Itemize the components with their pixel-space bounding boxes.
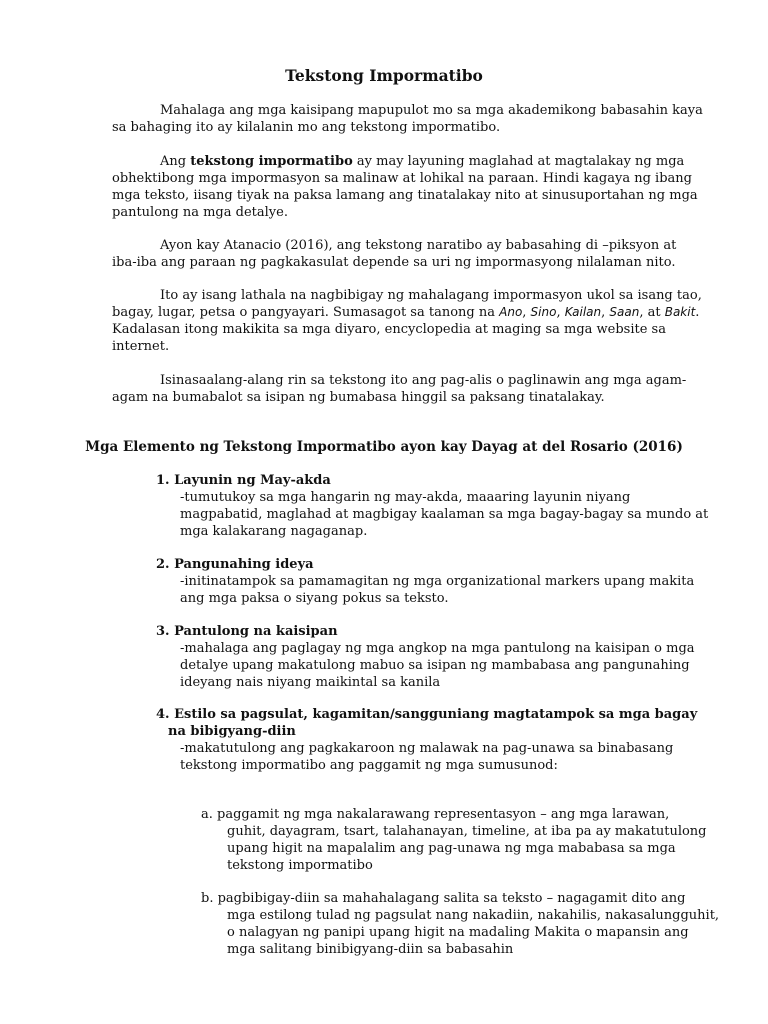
element-body-2: -initinatampok sa pamamagitan ng mga organizational markers upang makita ang mga paksa o siyang pokus sa teksto. (180, 574, 695, 606)
question-word-kailan: Kailan (564, 305, 602, 319)
subitem-a-first-line: a. paggamit ng mga nakalarawang representasyon – ang mga larawan, (201, 807, 670, 822)
paragraph-atanacio: Ayon kay Atanacio (2016), ang tekstong naratibo ay babasahing di –piksyon at iba-iba ang paraan ng pagkakasulat depende sa uri ng impormasyong nilalaman nito. (112, 238, 677, 270)
question-word-sino: Sino (530, 305, 557, 319)
paragraph-questions-lead: Ito ay isang lathala na nagbibigay ng mahalagang impormasyon ukol sa isang tao, bagay, lugar, petsa o pangyayari. Sumasagot sa tanong na (112, 288, 702, 320)
subitem-a (201, 806, 721, 874)
document-title: Tekstong Impormatibo (285, 66, 483, 85)
element-heading-2: 2. Pangunahing ideya (156, 557, 314, 572)
element-body-4: -makatutulong ang pagkakaroon ng malawak na pag-unawa sa binabasang tekstong impormatibo ang paggamit ng mga sumusunod: (180, 741, 674, 773)
element-heading-3: 3. Pantulong na kaisipan (156, 624, 338, 639)
question-word-bakit: Bakit (664, 305, 696, 319)
paragraph-intro: Mahalaga ang mga kaisipang mapupulot mo sa mga akademikong babasahin kaya sa bahaging ito ay kilalanin mo ang tekstong impormatibo. (112, 103, 703, 135)
paragraph-definition-text: ay may layuning maglahad at magtalakay ng mga obhektibong mga impormasyon sa malinaw at lohikal na paraan. Hindi kagaya ng ibang mga teksto, iisang tiyak na paksa lamang ang tinatalakay nito at sinusuportahan ng mga pantulong na mga detalye. (112, 154, 698, 220)
paragraph-clarification: Isinasaalang-alang rin sa tekstong ito ang pag-alis o paglinawin ang mga agam-agam na bumabalot sa isipan ng bumabasa hinggil sa paksang tinatalakay. (112, 373, 687, 405)
question-word-saan: Saan (609, 305, 640, 319)
element-body-1: -tumutukoy sa mga hangarin ng may-akda, maaaring layunin niyang magpabatid, maglahad at magbigay kaalaman sa mga bagay-bagay sa mundo at mga kalakarang nagaganap. (180, 490, 709, 539)
question-separator: , (522, 305, 531, 320)
question-separator: , (601, 305, 610, 320)
element-heading-4 (156, 706, 716, 740)
question-separator: , (556, 305, 565, 320)
element-heading-4-line1: 4. Estilo sa pagsulat, kagamitan/sangguniang magtatampok sa mga bagay (156, 707, 698, 722)
element-heading-1: 1. Layunin ng May-akda (156, 473, 331, 488)
paragraph-definition (112, 153, 704, 221)
subitem-b (201, 890, 721, 958)
element-body-3: -mahalaga ang paglagay ng mga angkop na mga pantulong na kaisipan o mga detalye upang makatulong mabuo sa isipan ng mambabasa ang pangunahing ideyang nais niyang maikintal sa kanila (180, 641, 695, 690)
question-word-ano: Ano (499, 305, 523, 319)
subitem-a-text: guhit, dayagram, tsart, talahanayan, timeline, at iba pa ay makatutulong upang higit na mapalalim ang pag-unawa ng mga mababasa sa mga tekstong impormatibo (227, 824, 707, 873)
subitem-b-text: mga estilong tulad ng pagsulat nang nakadiin, nakahilis, nakasalungguhit, o nalagyan ng panipi upang higit na madaling Makita o mapansin ang mga salitang binibigyang-diin sa babasahin (227, 908, 720, 957)
subitem-b-first-line: b. pagbibigay-diin sa mahahalagang salita sa teksto – nagagamit dito ang (201, 891, 686, 906)
paragraph-definition-lead: Ang (160, 154, 191, 169)
paragraph-questions (112, 287, 704, 355)
question-separator: , at (639, 305, 665, 320)
element-heading-4-line2: na bibigyang-diin (168, 724, 296, 739)
section-heading: Mga Elemento ng Tekstong Impormatibo ayon kay Dayag at del Rosario (2016) (85, 439, 683, 455)
key-term: tekstong impormatibo (190, 154, 353, 169)
paragraph-questions-text: . Kadalasan itong makikita sa mga diyaro, encyclopedia at maging sa mga website sa internet. (112, 305, 700, 354)
